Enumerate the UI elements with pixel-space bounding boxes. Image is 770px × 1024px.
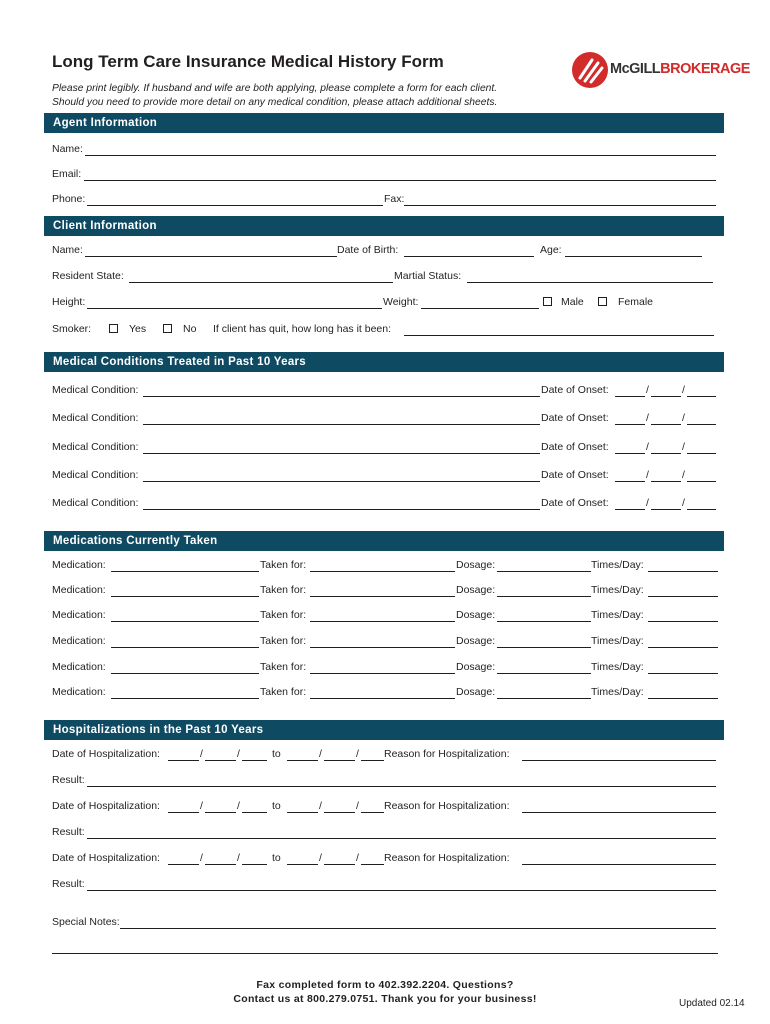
condition-row: Medical Condition: Date of Onset: / /: [52, 469, 718, 483]
condition-field[interactable]: [143, 424, 540, 425]
to-day-field[interactable]: [324, 864, 355, 865]
onset-year-field[interactable]: [687, 481, 716, 482]
height-label: Height:: [52, 296, 86, 308]
dob-field[interactable]: [404, 256, 534, 257]
dosage-label: Dosage:: [456, 559, 496, 571]
smoker-label: Smoker:: [52, 323, 92, 335]
footer-line-1: Fax completed form to 402.392.2204. Questions?: [256, 979, 514, 991]
times-per-day-field[interactable]: [648, 647, 718, 648]
to-label: to: [272, 800, 281, 812]
dosage-label: Dosage:: [456, 609, 496, 621]
reason-label: Reason for Hospitalization:: [384, 852, 510, 864]
intro-line-1: Please print legibly. If husband and wife are both applying, please complete a form for each client.: [52, 83, 498, 94]
dosage-label: Dosage:: [456, 584, 496, 596]
medication-field[interactable]: [111, 596, 259, 597]
resident-state-label: Resident State:: [52, 270, 124, 282]
section-hospitalizations: Hospitalizations in the Past 10 Years: [44, 720, 724, 740]
taken-for-field[interactable]: [310, 698, 455, 699]
times-per-day-label: Times/Day:: [591, 686, 644, 698]
hospitalization-date-label: Date of Hospitalization:: [52, 748, 160, 760]
onset-label: Date of Onset:: [541, 469, 609, 481]
to-year-field[interactable]: [361, 864, 384, 865]
taken-for-field[interactable]: [310, 647, 455, 648]
from-day-field[interactable]: [205, 760, 236, 761]
result-label: Result:: [52, 826, 85, 838]
condition-label: Medical Condition:: [52, 384, 139, 396]
client-smoker-row: [52, 323, 718, 337]
onset-year-field[interactable]: [687, 396, 716, 397]
agent-phone-row: [52, 193, 718, 207]
medication-row: [52, 559, 718, 573]
condition-label: Medical Condition:: [52, 469, 139, 481]
form-title: Long Term Care Insurance Medical History Form: [52, 52, 444, 71]
times-per-day-field[interactable]: [648, 621, 718, 622]
dosage-field[interactable]: [497, 673, 591, 674]
taken-for-label: Taken for:: [260, 559, 307, 571]
onset-month-field[interactable]: [615, 424, 645, 425]
medication-row: [52, 584, 718, 598]
times-per-day-field[interactable]: [648, 698, 718, 699]
reason-label: Reason for Hospitalization:: [384, 800, 510, 812]
agent-phone-label: Phone:: [52, 193, 86, 205]
from-month-field[interactable]: [168, 812, 199, 813]
onset-label: Date of Onset:: [541, 497, 609, 509]
onset-month-field[interactable]: [615, 453, 645, 454]
dosage-label: Dosage:: [456, 635, 496, 647]
medication-label: Medication:: [52, 635, 106, 647]
condition-field[interactable]: [143, 509, 540, 510]
agent-name-row: [52, 143, 718, 157]
footer-line-2: Contact us at 800.279.0751. Thank you for your business!: [233, 993, 537, 1005]
from-month-field[interactable]: [168, 864, 199, 865]
section-client-information: Client Information: [44, 216, 724, 236]
medication-label: Medication:: [52, 686, 106, 698]
agent-fax-field[interactable]: [404, 205, 716, 206]
client-height-row: [52, 296, 718, 310]
taken-for-label: Taken for:: [260, 609, 307, 621]
agent-name-label: Name:: [52, 143, 83, 155]
times-per-day-label: Times/Day:: [591, 584, 644, 596]
reason-field[interactable]: [522, 812, 716, 813]
agent-email-row: [52, 168, 718, 182]
height-field[interactable]: [87, 308, 382, 309]
marital-status-field[interactable]: [467, 282, 713, 283]
onset-day-field[interactable]: [651, 396, 681, 397]
medication-label: Medication:: [52, 584, 106, 596]
dosage-field[interactable]: [497, 621, 591, 622]
dosage-label: Dosage:: [456, 661, 496, 673]
medication-field[interactable]: [111, 698, 259, 699]
onset-year-field[interactable]: [687, 453, 716, 454]
mcgill-logo: [572, 50, 750, 90]
medication-row: [52, 686, 718, 700]
agent-phone-field[interactable]: [87, 205, 383, 206]
times-per-day-label: Times/Day:: [591, 609, 644, 621]
result-row: [52, 878, 718, 892]
condition-label: Medical Condition:: [52, 441, 139, 453]
taken-for-field[interactable]: [310, 621, 455, 622]
condition-label: Medical Condition:: [52, 412, 139, 424]
condition-field[interactable]: [143, 481, 540, 482]
dosage-field[interactable]: [497, 571, 591, 572]
special-notes-label: Special Notes:: [52, 916, 120, 928]
to-month-field[interactable]: [287, 760, 318, 761]
agent-fax-label: Fax:: [384, 193, 405, 205]
smoker-no-label: No: [183, 323, 197, 335]
agent-email-field[interactable]: [84, 180, 716, 181]
weight-label: Weight:: [383, 296, 419, 308]
result-label: Result:: [52, 878, 85, 890]
onset-day-field[interactable]: [651, 424, 681, 425]
medication-field[interactable]: [111, 621, 259, 622]
onset-day-field[interactable]: [651, 509, 681, 510]
dob-label: Date of Birth:: [337, 244, 399, 256]
condition-row: Medical Condition: Date of Onset: / /: [52, 497, 718, 511]
taken-for-label: Taken for:: [260, 584, 307, 596]
client-name-row: [52, 244, 718, 258]
taken-for-field[interactable]: [310, 596, 455, 597]
smoker-yes-label: Yes: [129, 323, 147, 335]
to-month-field[interactable]: [287, 864, 318, 865]
medication-label: Medication:: [52, 609, 106, 621]
condition-row: Medical Condition: Date of Onset: / /: [52, 412, 718, 426]
from-day-field[interactable]: [205, 812, 236, 813]
onset-year-field[interactable]: [687, 424, 716, 425]
onset-month-field[interactable]: [615, 509, 645, 510]
smoker-yes-checkbox[interactable]: [109, 324, 118, 333]
medication-row: [52, 609, 718, 623]
section-agent-information: Agent Information: [44, 113, 724, 133]
taken-for-label: Taken for:: [260, 635, 307, 647]
client-state-row: [52, 270, 718, 284]
male-label: Male: [561, 296, 584, 308]
medication-field[interactable]: [111, 571, 259, 572]
footer-contact: [0, 978, 770, 1006]
result-row: [52, 774, 718, 788]
times-per-day-field[interactable]: [648, 673, 718, 674]
dosage-label: Dosage:: [456, 686, 496, 698]
hospitalization-date-label: Date of Hospitalization:: [52, 852, 160, 864]
taken-for-label: Taken for:: [260, 661, 307, 673]
agent-email-label: Email:: [52, 168, 82, 180]
condition-label: Medical Condition:: [52, 497, 139, 509]
times-per-day-label: Times/Day:: [591, 635, 644, 647]
result-label: Result:: [52, 774, 85, 786]
times-per-day-label: Times/Day:: [591, 661, 644, 673]
male-checkbox[interactable]: [543, 297, 552, 306]
from-year-field[interactable]: [242, 864, 267, 865]
female-checkbox[interactable]: [598, 297, 607, 306]
dosage-field[interactable]: [497, 698, 591, 699]
logo-text: McGILLBROKERAGE: [610, 61, 750, 77]
onset-year-field[interactable]: [687, 509, 716, 510]
times-per-day-field[interactable]: [648, 596, 718, 597]
taken-for-field[interactable]: [310, 571, 455, 572]
from-day-field[interactable]: [205, 864, 236, 865]
special-notes-field[interactable]: [120, 928, 716, 929]
onset-month-field[interactable]: [615, 396, 645, 397]
from-year-field[interactable]: [242, 812, 267, 813]
to-year-field[interactable]: [361, 812, 384, 813]
taken-for-field[interactable]: [310, 673, 455, 674]
onset-label: Date of Onset:: [541, 412, 609, 424]
condition-row: Medical Condition: Date of Onset: / /: [52, 441, 718, 455]
client-name-label: Name:: [52, 244, 83, 256]
section-medical-conditions: Medical Conditions Treated in Past 10 Years: [44, 352, 724, 372]
medication-row: [52, 661, 718, 675]
times-per-day-label: Times/Day:: [591, 559, 644, 571]
condition-field[interactable]: [143, 396, 540, 397]
hospitalization-row: Date of Hospitalization: / / to / / Reason for Hospitalization:: [52, 748, 718, 762]
result-field[interactable]: [87, 890, 716, 891]
quit-duration-field[interactable]: [404, 335, 714, 336]
quit-duration-label: If client has quit, how long has it been:: [213, 323, 392, 335]
marital-status-label: Martial Status:: [394, 270, 462, 282]
resident-state-field[interactable]: [129, 282, 393, 283]
from-year-field[interactable]: [242, 760, 267, 761]
medication-field[interactable]: [111, 673, 259, 674]
dosage-field[interactable]: [497, 647, 591, 648]
intro-text: [52, 82, 497, 110]
condition-field[interactable]: [143, 453, 540, 454]
hospitalization-date-label: Date of Hospitalization:: [52, 800, 160, 812]
age-field[interactable]: [565, 256, 702, 257]
onset-day-field[interactable]: [651, 453, 681, 454]
dosage-field[interactable]: [497, 596, 591, 597]
to-label: to: [272, 852, 281, 864]
smoker-no-checkbox[interactable]: [163, 324, 172, 333]
logo-mark-icon: [572, 52, 608, 88]
hospitalization-row: Date of Hospitalization: / / to / / Reason for Hospitalization:: [52, 852, 718, 866]
onset-label: Date of Onset:: [541, 384, 609, 396]
medication-row: [52, 635, 718, 649]
taken-for-label: Taken for:: [260, 686, 307, 698]
medication-label: Medication:: [52, 559, 106, 571]
updated-date: Updated 02.14: [679, 998, 745, 1009]
times-per-day-field[interactable]: [648, 571, 718, 572]
intro-line-2: Should you need to provide more detail on any medical condition, please attach additional sheets.: [52, 97, 498, 108]
medication-label: Medication:: [52, 661, 106, 673]
onset-month-field[interactable]: [615, 481, 645, 482]
special-notes-extra-line[interactable]: [52, 953, 718, 954]
reason-field[interactable]: [522, 864, 716, 865]
to-year-field[interactable]: [361, 760, 384, 761]
section-medications: Medications Currently Taken: [44, 531, 724, 551]
condition-row: Medical Condition: Date of Onset: / /: [52, 384, 718, 398]
weight-field[interactable]: [421, 308, 539, 309]
client-name-field[interactable]: [85, 256, 337, 257]
special-notes-row: [52, 916, 718, 930]
agent-name-field[interactable]: [85, 155, 716, 156]
hospitalization-row: Date of Hospitalization: / / to / / Reason for Hospitalization:: [52, 800, 718, 814]
result-row: [52, 826, 718, 840]
onset-label: Date of Onset:: [541, 441, 609, 453]
female-label: Female: [618, 296, 654, 308]
reason-label: Reason for Hospitalization:: [384, 748, 510, 760]
onset-day-field[interactable]: [651, 481, 681, 482]
result-field[interactable]: [87, 838, 716, 839]
to-label: to: [272, 748, 281, 760]
to-day-field[interactable]: [324, 760, 355, 761]
age-label: Age:: [540, 244, 562, 256]
result-field[interactable]: [87, 786, 716, 787]
reason-field[interactable]: [522, 760, 716, 761]
to-day-field[interactable]: [324, 812, 355, 813]
medication-field[interactable]: [111, 647, 259, 648]
from-month-field[interactable]: [168, 760, 199, 761]
to-month-field[interactable]: [287, 812, 318, 813]
